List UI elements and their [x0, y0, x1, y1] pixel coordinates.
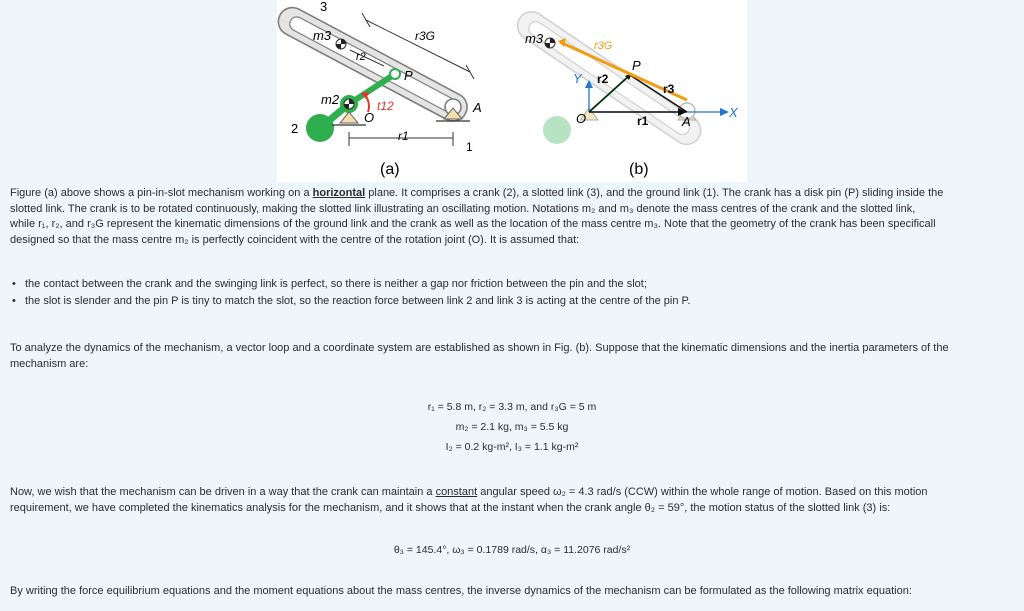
label-p-a: P: [404, 68, 413, 83]
intro-paragraph: [10, 186, 1024, 248]
list-item: • the contact between the crank and the swinging link is perfect, so there is neither a gap nor friction between the pin and the slot;: [10, 276, 690, 293]
assumption-list: [10, 276, 690, 310]
intro-line-1: Figure (a) above shows a pin-in-slot mechanism working on a horizontal plane. It comprises a crank (2), a slotted link (3), and the ground link (1). The crank has a disk pin (P) sliding inside the: [10, 187, 944, 199]
label-m3-b: m3: [525, 31, 544, 46]
label-r1-b: r1: [637, 114, 649, 128]
requirement-line-2: requirement, we have completed the kinematics analysis for the mechanism, and it shows that at the instant when the crank angle θ₂ = 59°, the motion status of the slotted link (3) is:: [10, 501, 891, 514]
intro-line-4: designed so that the mass centre m₂ is perfectly coincident with the centre of the rotation joint (O). It is assumed that:: [10, 233, 580, 246]
requirement-line-1: Now, we wish that the mechanism can be driven in a way that the crank can maintain a constant angular speed ω₂ = 4.3 rad/s (CCW) within the whole range of motion. Based on this motion: [10, 486, 928, 498]
label-p-b: P: [632, 58, 641, 73]
intro-line-2: slotted link. The crank is to be rotated continuously, making the slotted link illustrating an oscillating motion. Notations m₂ and m₃ denote the mass centres of the crank and the slotted link,: [10, 202, 916, 215]
label-r3g-b: r3G: [594, 40, 613, 52]
label-r3g-a: r3G: [415, 29, 436, 43]
requirement-paragraph: [10, 485, 1024, 516]
figure-a: [273, 0, 481, 178]
slotted-link-a: [273, 3, 472, 126]
figure-b: [512, 6, 739, 178]
param-dims: r₁ = 5.8 m, r₂ = 3.3 m, and r₃G = 5 m: [427, 401, 597, 413]
intro-line-3: while r₁, r₂, and r₃G represent the kinematic dimensions of the ground link and the crank as well as the location of the mass centre m₃. Note that the geometry of the crank has been specificall: [10, 218, 936, 230]
list-item: • the slot is slender and the pin P is tiny to match the slot, so the reaction force between link 2 and link 3 is acting at the centre of the pin P.: [10, 293, 690, 310]
label-m2-a: m2: [321, 92, 340, 107]
label-r1-a: r1: [398, 129, 409, 143]
caption-a: (a): [380, 161, 400, 178]
figure-area: [0, 0, 1024, 185]
label-link-3: 3: [320, 0, 328, 14]
label-o-a: O: [364, 110, 375, 125]
param-masses: m₂ = 2.1 kg, m₃ = 5.5 kg: [455, 421, 569, 433]
param-inertias: I₂ = 0.2 kg-m², I₃ = 1.1 kg-m²: [445, 441, 579, 453]
analysis-paragraph: [10, 341, 1024, 372]
label-ground-1: 1: [466, 140, 473, 154]
analysis-line-2: mechanism are:: [10, 357, 89, 370]
closing-line: By writing the force equilibrium equations and the moment equations about the mass centres, the inverse dynamics of the mechanism can be formulated as the following matrix equation:: [10, 585, 912, 597]
label-r2-b: r2: [597, 72, 609, 86]
label-m3-a: m3: [313, 28, 332, 43]
emphasis-constant: constant: [435, 486, 478, 498]
caption-b: (b): [629, 161, 649, 178]
label-o-b: O: [576, 111, 587, 126]
pin-p: [390, 69, 400, 79]
mechanism-figure: [0, 0, 1024, 185]
label-r3-b: r3: [663, 82, 675, 96]
slotted-link-b: [512, 6, 706, 149]
emphasis-horizontal: horizontal: [312, 187, 366, 199]
label-a-a: A: [473, 100, 482, 115]
closing-paragraph: [10, 584, 1024, 600]
label-t12: t12: [377, 99, 394, 113]
label-y: Y: [573, 71, 582, 86]
motion-status: θ₃ = 145.4°, ω₃ = 0.1789 rad/s, α₃ = 11.2076 rad/s²: [393, 544, 631, 556]
analysis-line-1: To analyze the dynamics of the mechanism, a vector loop and a coordinate system are established as shown in Fig. (b). Suppose that the kinematic dimensions and the inertia parameters of the: [10, 342, 949, 354]
label-link-2: 2: [291, 121, 299, 136]
crank-disk-ghost: [543, 116, 571, 144]
label-x: X: [729, 105, 738, 120]
label-r2-a: r2: [356, 51, 366, 63]
label-a-b: A: [682, 114, 691, 129]
